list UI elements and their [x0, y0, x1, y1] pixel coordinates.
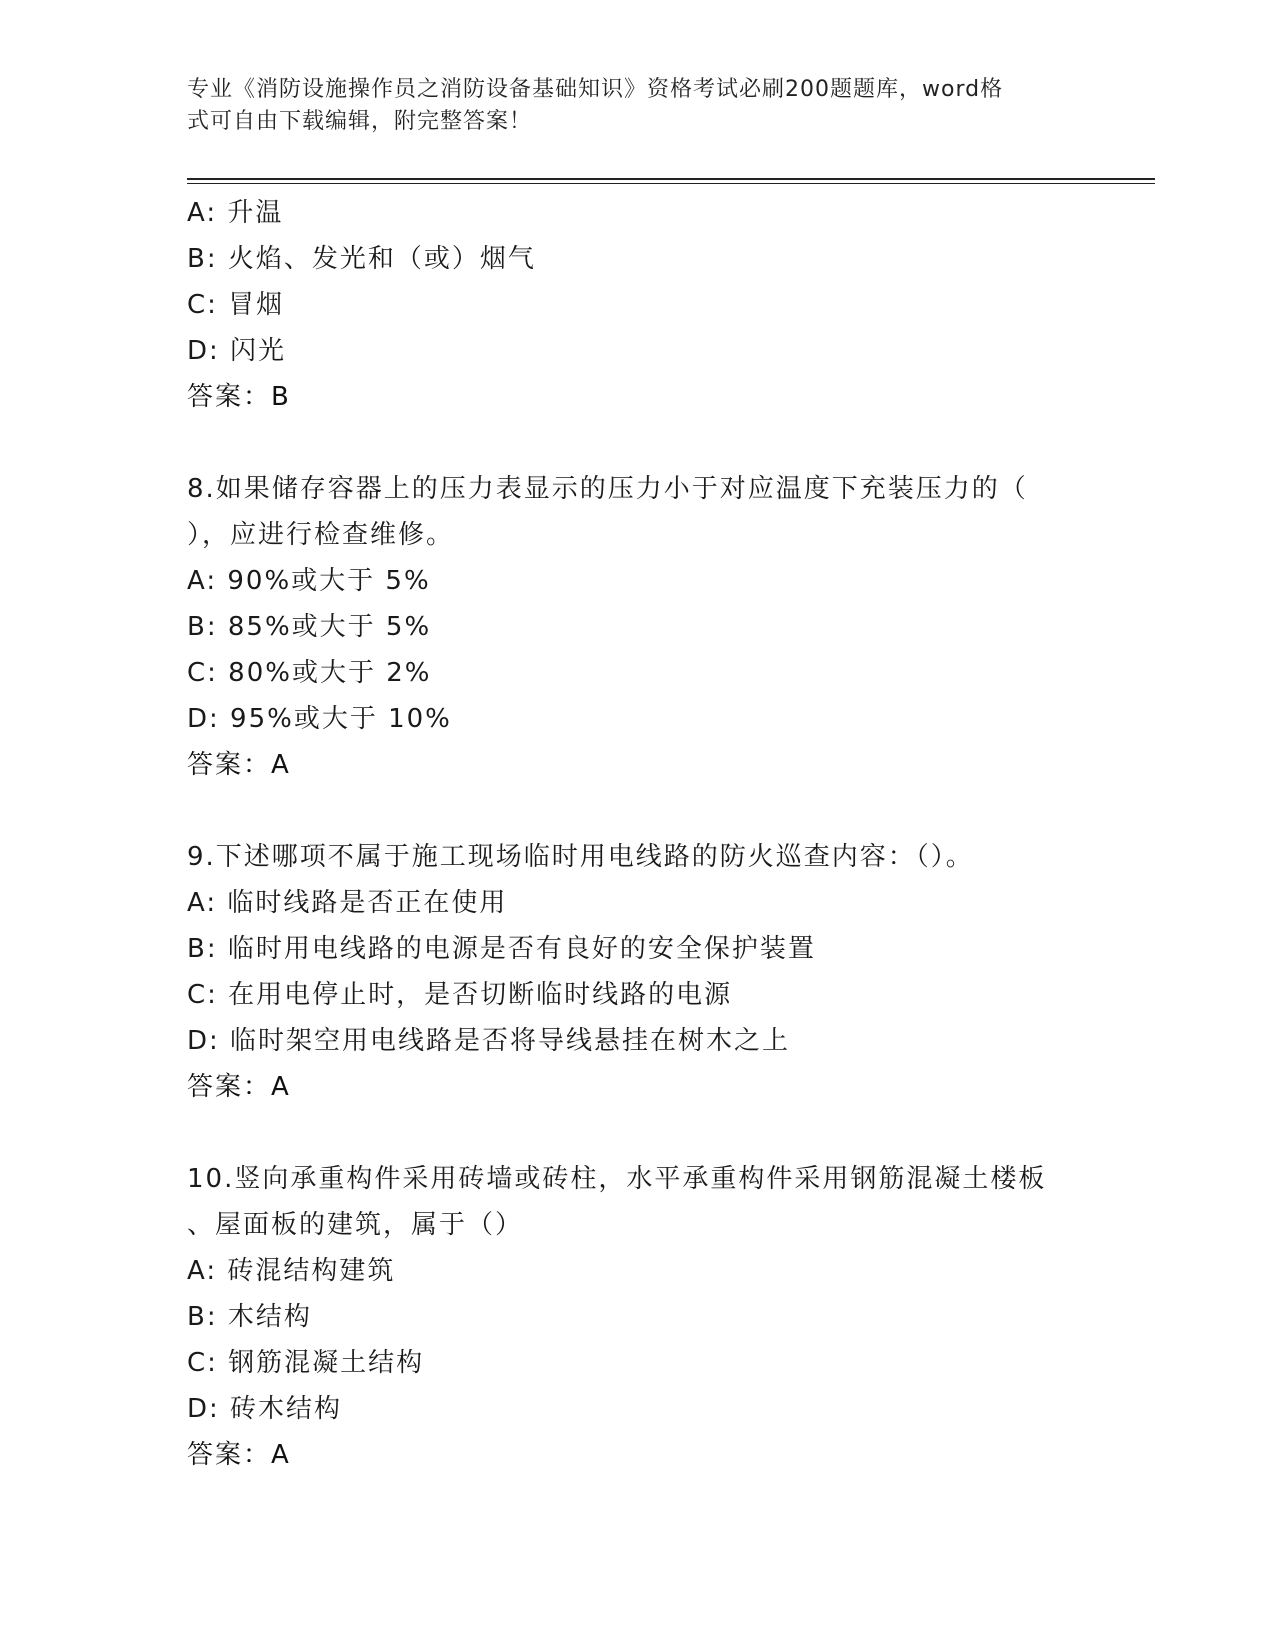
- option-c: C: 80%或大于 2%: [187, 658, 432, 688]
- question-list: [187, 190, 1147, 1478]
- spacer: [187, 1110, 1147, 1156]
- spacer: [187, 420, 1147, 466]
- question-block-partial: [187, 190, 1147, 420]
- header-line-1: 专业《消防设施操作员之消防设备基础知识》资格考试必刷200题题库，word格: [187, 77, 1004, 102]
- option-b: B: 火焰、发光和（或）烟气: [187, 244, 536, 274]
- option-d: D: 临时架空用电线路是否将导线悬挂在树木之上: [187, 1026, 791, 1056]
- option-c: C: 冒烟: [187, 290, 285, 320]
- question-text-line-1: 10.竖向承重构件采用砖墙或砖柱，水平承重构件采用钢筋混凝土楼板: [187, 1164, 1047, 1194]
- option-c: C: 钢筋混凝土结构: [187, 1348, 425, 1378]
- question-block-10: [187, 1156, 1147, 1478]
- answer-line: 答案：A: [187, 750, 291, 780]
- header-line-2: 式可自由下载编辑，附完整答案！: [187, 109, 533, 134]
- question-text-line-2: 、屋面板的建筑，属于（）: [187, 1210, 524, 1240]
- header-divider-thick: [187, 178, 1155, 180]
- document-header: [187, 74, 1087, 138]
- answer-line: 答案：A: [187, 1440, 291, 1470]
- option-c: C: 在用电停止时，是否切断临时线路的电源: [187, 980, 733, 1010]
- option-d: D: 砖木结构: [187, 1394, 343, 1424]
- option-d: D: 95%或大于 10%: [187, 704, 452, 734]
- option-b: B: 临时用电线路的电源是否有良好的安全保护装置: [187, 934, 816, 964]
- question-text-line-2: ），应进行检查维修。: [187, 520, 455, 550]
- question-text-line-1: 9.下述哪项不属于施工现场临时用电线路的防火巡查内容：（）。: [187, 842, 974, 872]
- question-block-8: [187, 466, 1147, 788]
- answer-line: 答案：A: [187, 1072, 291, 1102]
- option-a: A: 升温: [187, 198, 284, 228]
- option-b: B: 木结构: [187, 1302, 312, 1332]
- option-d: D: 闪光: [187, 336, 287, 366]
- option-a: A: 90%或大于 5%: [187, 566, 431, 596]
- question-block-9: [187, 834, 1147, 1110]
- answer-line: 答案：B: [187, 382, 291, 412]
- spacer: [187, 788, 1147, 834]
- header-divider-thin: [187, 183, 1155, 184]
- option-a: A: 砖混结构建筑: [187, 1256, 396, 1286]
- option-a: A: 临时线路是否正在使用: [187, 888, 508, 918]
- question-text-line-1: 8.如果储存容器上的压力表显示的压力小于对应温度下充装压力的（: [187, 474, 1028, 504]
- option-b: B: 85%或大于 5%: [187, 612, 432, 642]
